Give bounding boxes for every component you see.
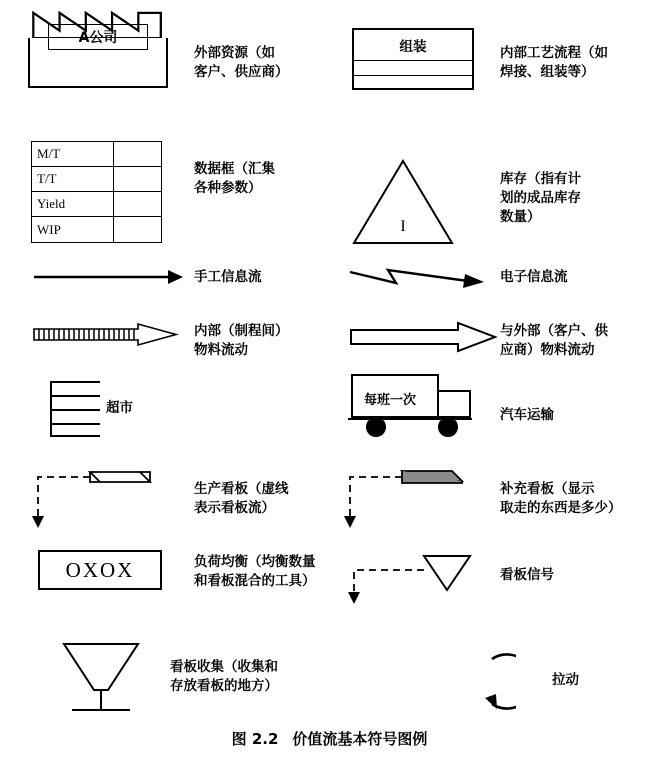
electronic-info-arrow-shape xyxy=(348,262,488,294)
kanban-post-icon xyxy=(58,638,144,723)
production-kanban-shape xyxy=(28,462,178,530)
external-material-flow-label: 与外部（客户、供 应商）物料流动 xyxy=(500,323,608,358)
internal-material-flow-label: 内部（制程间） 物料流动 xyxy=(194,323,289,358)
inventory-label: 库存（指有计 划的成品库存 数量） xyxy=(500,171,581,225)
truck-shipment-label: 汽车运输 xyxy=(500,407,554,423)
kanban-signal-shape xyxy=(340,548,490,608)
withdrawal-kanban-icon xyxy=(340,462,490,535)
electronic-info-flow-label: 电子信息流 xyxy=(500,269,568,285)
load-leveling-label: 负荷均衡（均衡数量 和看板混合的工具） xyxy=(194,554,316,589)
factory-icon xyxy=(28,10,168,88)
kanban-signal-label: 看板信号 xyxy=(500,567,554,583)
pull-circle-arrow-icon xyxy=(440,645,516,722)
data-box-row: T/T xyxy=(32,167,161,192)
pull-label: 拉动 xyxy=(552,672,579,688)
internal-process-label: 内部工艺流程（如 焊接、组装等） xyxy=(500,45,608,80)
data-box-row: M/T xyxy=(32,142,161,167)
production-kanban-icon xyxy=(28,462,178,535)
figure-caption-number: 图 2.2 xyxy=(231,730,279,748)
data-box-row: Yield xyxy=(32,192,161,217)
truck-shipment-icon xyxy=(340,373,488,450)
factory-company-label: A公司 xyxy=(48,24,148,50)
external-source-label: 外部资源（如 客户、供应商） xyxy=(194,45,289,80)
external-material-arrow-shape xyxy=(348,320,498,354)
withdrawal-kanban-label: 补充看板（显示 取走的东西是多少） xyxy=(500,481,622,516)
supermarket-shape xyxy=(48,378,104,440)
kanban-signal-triangle-icon xyxy=(340,548,490,613)
truck-shape xyxy=(340,373,488,445)
electronic-info-arrow-icon xyxy=(348,262,488,299)
load-leveling-text: OXOX xyxy=(38,550,162,590)
push-arrow-shape xyxy=(30,320,180,350)
figure-caption xyxy=(0,728,659,749)
external-material-arrow-icon xyxy=(348,320,498,359)
supermarket-label: 超市 xyxy=(106,400,133,416)
data-box-icon xyxy=(31,141,162,243)
production-kanban-label: 生产看板（虚线 表示看板流） xyxy=(194,481,289,516)
data-box-label: 数据框（汇集 各种参数） xyxy=(194,161,275,196)
inventory-triangle-icon xyxy=(348,155,458,255)
kanban-post-label: 看板收集（收集和 存放看板的地方） xyxy=(170,659,278,694)
manual-info-arrow-icon xyxy=(32,266,184,293)
figure-caption-text: 价值流基本符号图例 xyxy=(292,730,428,748)
kanban-post-shape xyxy=(58,638,144,718)
manual-info-arrow-shape xyxy=(32,266,184,288)
manual-info-flow-label: 手工信息流 xyxy=(194,269,262,285)
truck-frequency-label: 每班一次 xyxy=(364,393,417,408)
process-box-title: 组装 xyxy=(354,30,472,61)
withdrawal-kanban-shape xyxy=(340,462,490,530)
load-leveling-box-icon xyxy=(38,550,162,590)
svg-text:I: I xyxy=(400,218,406,235)
push-arrow-icon xyxy=(30,320,180,355)
supermarket-icon xyxy=(48,378,104,445)
pull-arrow-shape xyxy=(440,645,516,717)
inventory-triangle-shape xyxy=(348,155,458,250)
process-box-icon xyxy=(352,28,474,90)
data-box-row: WIP xyxy=(32,217,161,242)
